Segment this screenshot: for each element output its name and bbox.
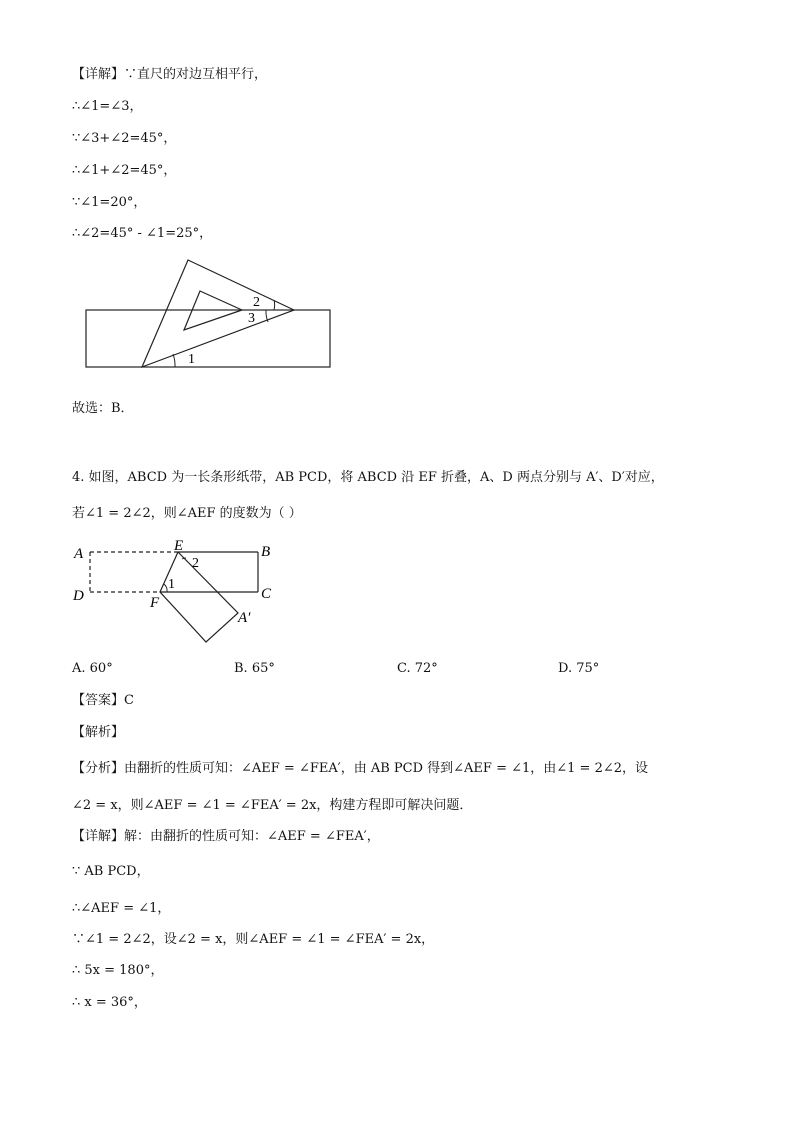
angle-label-2: 2 (253, 295, 260, 310)
solution-line-6: ∴ x = 36°， (72, 995, 147, 1010)
label-E: E (174, 538, 184, 554)
analysis-line-2: ∠2 = x，则∠AEF = ∠1 = ∠FEA′ = 2x，构建方程即可解决问题． (72, 798, 473, 813)
detail-line-2: ∴∠1=∠3， (72, 99, 143, 114)
folded-strip-figure (68, 538, 288, 650)
label-C: C (261, 586, 272, 602)
question-line-2: 若∠1 = 2∠2，则∠AEF 的度数为（ ） (72, 506, 302, 521)
solution-line-1: 【详解】解：由翻折的性质可知：∠AEF = ∠FEA′， (72, 829, 380, 844)
solution-line-5: ∴ 5x = 180°， (72, 963, 164, 978)
angle-label-1-q: 1 (168, 577, 175, 592)
solution-line-4: ∵∠1 = 2∠2，设∠2 = x，则∠AEF = ∠1 = ∠FEA′ = 2x， (72, 932, 435, 947)
ruler (86, 310, 330, 367)
answer-line (72, 692, 134, 710)
angle-label-1: 1 (188, 352, 195, 367)
angle-arc-2 (274, 300, 275, 310)
answer-tag: 【答案】 (72, 693, 125, 708)
label-F: F (150, 595, 160, 611)
option-d: D. 75° (558, 661, 600, 676)
angle-label-3: 3 (248, 311, 255, 326)
angle-arc-1 (173, 354, 175, 367)
option-a: A. 60° (72, 661, 113, 676)
option-b: B. 65° (234, 661, 275, 676)
option-c: C. 72° (397, 661, 438, 676)
question-line-1: 4. 如图，ABCD 为一长条形纸带，AB PCD，将 ABCD 沿 EF 折叠，A、D 两点分别与 A′、D′对应， (72, 470, 664, 485)
detail-line-4: ∴∠1+∠2=45°， (72, 163, 177, 178)
detail-line-6: ∴∠2=45° - ∠1=25°， (72, 226, 213, 241)
label-A: A (74, 546, 84, 562)
folded-part (160, 552, 238, 642)
set-square-ruler-figure (80, 255, 340, 375)
detail-line-3: ∵∠3+∠2=45°， (72, 131, 177, 146)
solution-line-3: ∴∠AEF = ∠1， (72, 901, 171, 916)
answer-choice: 故选：B． (72, 401, 134, 416)
analysis-title: 【解析】 (72, 725, 125, 740)
set-square-outer (142, 260, 294, 367)
detail-line-5: ∵∠1=20°， (72, 195, 147, 210)
answer-value: C (124, 693, 134, 708)
detail-line-1: 【详解】∵直尺的对边互相平行， (72, 67, 268, 82)
label-B: B (261, 544, 271, 560)
angle-label-2-q: 2 (192, 556, 199, 571)
analysis-line-1: 【分析】由翻折的性质可知：∠AEF = ∠FEA′，由 AB PCD 得到∠AEF = ∠1，由∠1 = 2∠2，设 (72, 761, 649, 776)
solution-line-2: ∵ AB PCD， (72, 864, 150, 879)
angle-arc-F (164, 584, 167, 592)
label-A-prime: A′ (238, 610, 251, 626)
label-D: D (73, 588, 84, 604)
